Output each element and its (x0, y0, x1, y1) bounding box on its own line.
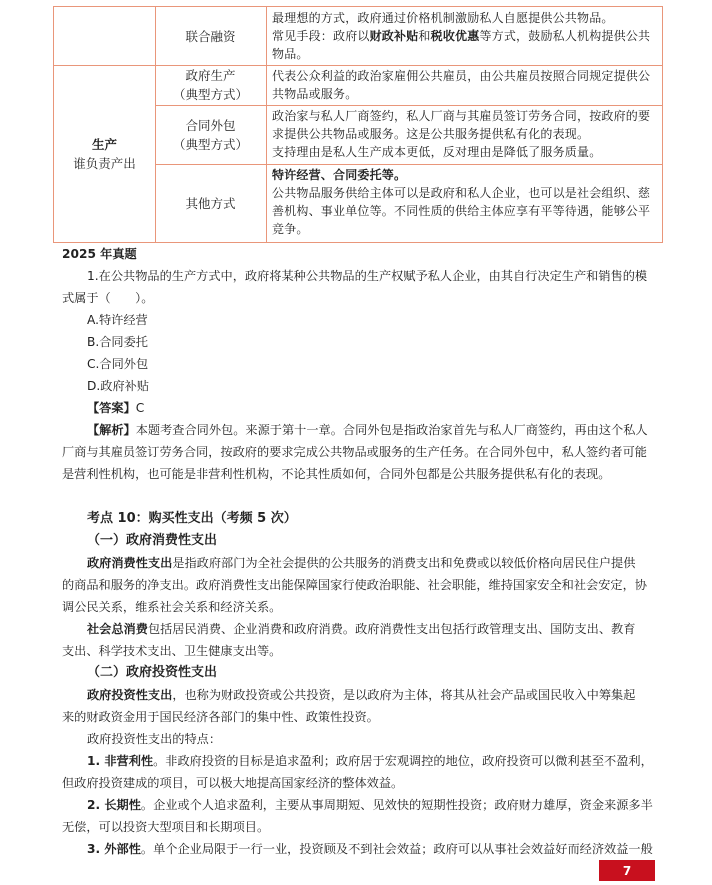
analysis-label: 【解析】 (87, 423, 136, 437)
page-number: 7 (622, 863, 632, 878)
production-modes-table (53, 6, 663, 243)
option-a: A.特许经营 (87, 313, 148, 327)
term: 社会总消费 (87, 622, 148, 636)
feature-item (62, 750, 664, 772)
description-line (272, 107, 656, 125)
production-sublabel: 谁负责产出 (73, 156, 136, 171)
description-text: 最理想的方式，政府通过价格机制激励私人自愿提供公共物品。 (272, 11, 614, 25)
mode-label: 其他方式 (185, 196, 236, 211)
answer-label: 【答案】 (87, 401, 136, 415)
description-text: 常见手段：政府以 (272, 29, 370, 43)
option-c: C.合同外包 (87, 357, 149, 371)
analysis-text: 厂商与其雇员签订劳务合同，按政府的要求完成公共物品或服务的生产任务。在合同外包中，私人签约者可能 (62, 445, 647, 459)
option-d: D.政府补贴 (87, 379, 150, 393)
description-text: 善机构、事业单位等。不同性质的供给主体应享有平等待遇，能够公平 (272, 204, 651, 218)
description-cell (266, 65, 662, 105)
paragraph-text: 是指政府部门为全社会提供的公共服务的消费支出和免费或以较低价格向居民住户提供 (172, 556, 636, 570)
feature-text: 。非政府投资的目标是追求盈利；政府居于宏观调控的地位，政府投资可以微利甚至不盈利， (153, 754, 653, 768)
description-cell (266, 105, 662, 164)
description-line (272, 184, 656, 202)
description-text: 物品。 (272, 47, 309, 61)
description-emphasis: 税收优惠 (430, 29, 480, 43)
feature-text: 。单个企业局限于一行一业，投资顾及不到社会效益；政府可以从事社会效益好而经济效益一般 (140, 842, 653, 856)
paragraph (62, 552, 664, 574)
description-emphasis: 特许经营、合同委托等。 (272, 168, 407, 182)
description-text: 公共物品服务供给主体可以是政府和私人企业，也可以是社会组织、慈 (272, 186, 651, 200)
paragraph-text: 来的财政资金用于国民经济各部门的集中性、政策性投资。 (62, 710, 379, 724)
feature-label: 1. 非营利性 (87, 754, 154, 768)
description-text: 代表公众利益的政治家雇佣公共雇员，由公共雇员按照合同规定提供公 (272, 69, 651, 83)
question-text-cont: 式属于（ ）。 (62, 291, 154, 305)
production-cell (54, 65, 155, 243)
description-line (272, 9, 656, 27)
description-text: 竞争。 (272, 222, 309, 236)
feature-label: 2. 长期性 (87, 798, 141, 812)
option-b: B.合同委托 (87, 335, 148, 349)
mode-label: 联合融资 (185, 28, 236, 44)
description-line (272, 85, 656, 103)
mode-cell (155, 164, 266, 243)
subheading-investment: （二）政府投资性支出 (87, 665, 218, 680)
term: 政府投资性支出 (87, 688, 173, 702)
mode-cell (155, 7, 266, 65)
mode-label: 政府生产 (185, 68, 236, 83)
paragraph-text: ，也称为财政投资或公共投资，是以政府为主体，将其从社会产品或国民收入中筹集起 (172, 688, 636, 702)
feature-item (62, 838, 664, 860)
description-line (272, 125, 656, 143)
description-line (272, 27, 656, 45)
question-text: 1.在公共物品的生产方式中，政府将某种公共物品的生产权赋予私人企业，由其自行决定生产和销售的模 (87, 269, 648, 283)
paragraph-text: 的商品和服务的净支出。政府消费性支出能保障国家行使政治职能、社会职能，维持国家安全和社会安定，协 (62, 578, 647, 592)
description-line (272, 220, 656, 238)
keypoint-title: 考点 10：购买性支出（考频 5 次） (87, 511, 297, 526)
exam-section (62, 243, 664, 485)
paragraph-text: 政府投资性支出的特点： (87, 732, 222, 746)
description-text: 共物品或服务。 (272, 87, 358, 101)
paragraph-text: 调公民关系，维系社会关系和经济关系。 (62, 600, 282, 614)
description-text: 政治家与私人厂商签约，私人厂商与其雇员签订劳务合同，按政府的要 (272, 109, 651, 123)
description-text: 和 (418, 29, 431, 43)
description-cell (266, 7, 662, 65)
exam-year-title: 2025 年真题 (62, 247, 137, 261)
description-text: 求提供公共物品或服务。这是公共服务提供私有化的表现。 (272, 127, 590, 141)
feature-label: 3. 外部性 (87, 842, 141, 856)
analysis-line (62, 419, 664, 441)
feature-text: 无偿，可以投资大型项目和长期项目。 (62, 820, 270, 834)
answer-line (62, 397, 664, 419)
mode-label: 合同外包 (185, 117, 236, 133)
description-text: 等方式，鼓励私人机构提供公共 (479, 29, 651, 43)
description-line (272, 143, 656, 161)
paragraph (62, 618, 664, 640)
mode-sublabel: （典型方式） (172, 87, 248, 102)
page-number-badge (599, 860, 655, 881)
paragraph (62, 684, 664, 706)
subheading-consumption: （一）政府消费性支出 (87, 533, 218, 548)
description-line (272, 45, 656, 63)
feature-item (62, 794, 664, 816)
description-line (272, 67, 656, 85)
mode-cell (155, 65, 266, 105)
analysis-text: 本题考查合同外包。来源于第十一章。合同外包是指政治家首先与私人厂商签约，再由这个私人 (135, 423, 648, 437)
feature-text: 。企业或个人追求盈利，主要从事周期短、见效快的短期性投资；政府财力雄厚，资金来源多半 (140, 798, 653, 812)
mode-sublabel: （典型方式） (172, 136, 248, 152)
keypoint-section (62, 508, 664, 860)
description-cell (266, 164, 662, 243)
description-emphasis: 财政补贴 (369, 29, 419, 43)
description-line (272, 202, 656, 220)
mode-cell (155, 105, 266, 164)
paragraph-text: 支出、科学技术支出、卫生健康支出等。 (62, 644, 282, 658)
feature-text: 但政府投资建成的项目，可以极大地提高国家经济的整体效益。 (62, 776, 404, 790)
description-line (272, 166, 656, 184)
production-label: 生产 (91, 137, 117, 152)
term: 政府消费性支出 (87, 556, 173, 570)
description-text: 支持理由是私人生产成本更低，反对理由是降低了服务质量。 (272, 145, 602, 159)
analysis-text: 是营利性机构，也可能是非营利性机构，不论其性质如何，合同外包都是公共服务提供私有化的表现。 (62, 467, 611, 481)
paragraph-text: 包括居民消费、企业消费和政府消费。政府消费性支出包括行政管理支出、国防支出、教育 (147, 622, 636, 636)
answer-value: C (135, 401, 145, 415)
